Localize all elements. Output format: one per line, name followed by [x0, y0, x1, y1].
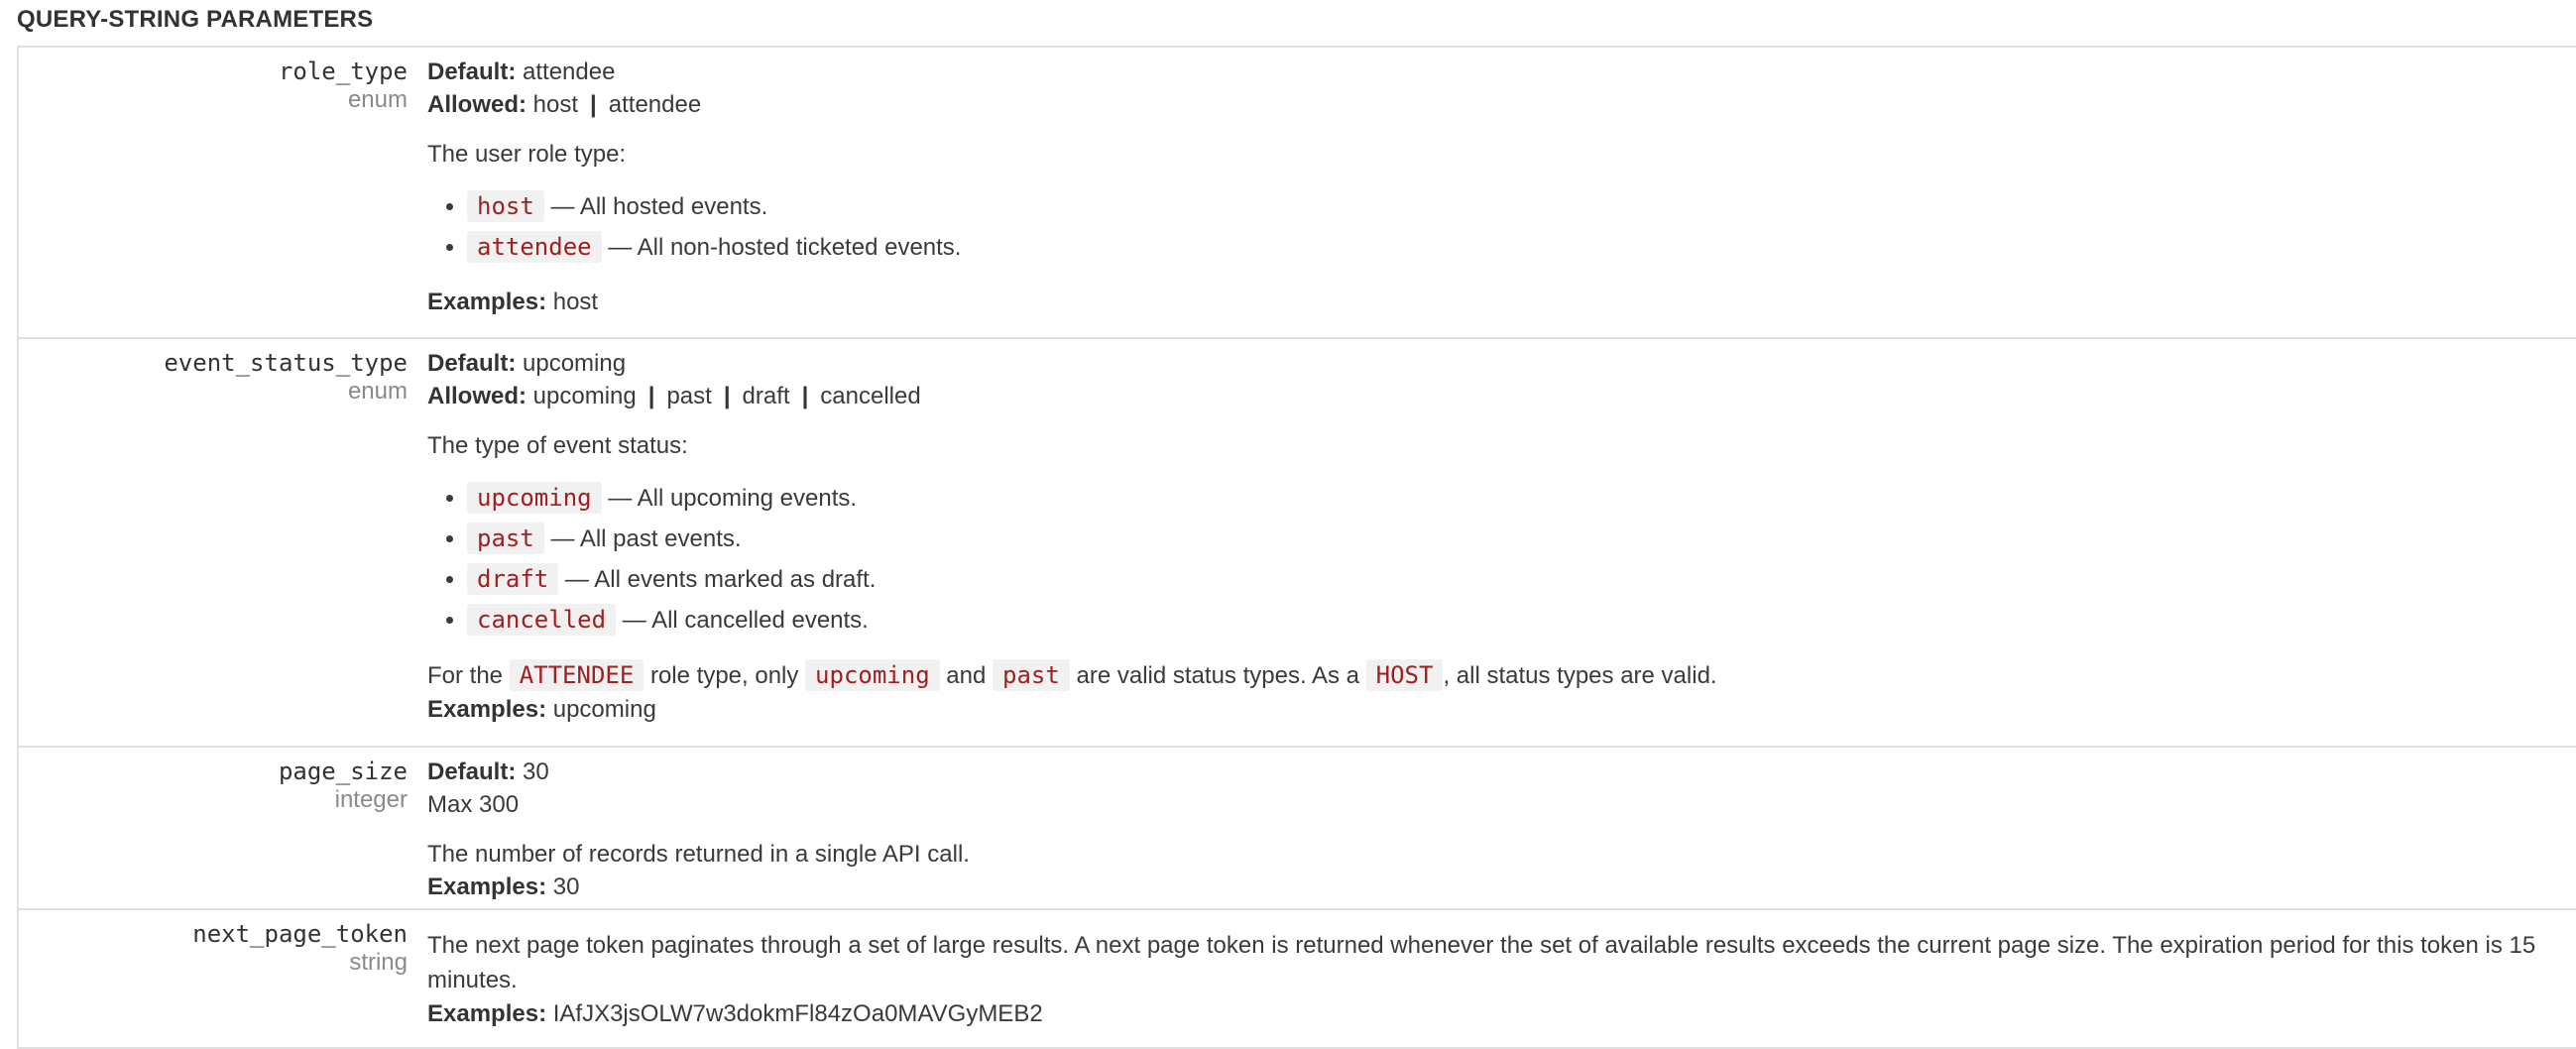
allowed-value: attendee [608, 91, 702, 118]
param-name-column [19, 347, 408, 405]
allowed-line [427, 380, 2576, 412]
allowed-value: draft [742, 383, 790, 409]
dash: — [558, 566, 595, 593]
section-title: QUERY-STRING PARAMETERS [17, 6, 374, 33]
value-code: upcoming [467, 482, 602, 514]
param-name: page_size [278, 758, 408, 785]
value-text: All events marked as draft. [594, 566, 877, 593]
value-list [427, 186, 2576, 268]
param-type: string [349, 949, 408, 976]
examples-value: 30 [552, 874, 580, 900]
note-code: ATTENDEE [510, 659, 644, 691]
dash: — [601, 234, 638, 261]
note-text: For the [427, 662, 510, 689]
allowed-label: Allowed: [427, 383, 527, 409]
default-value: attendee [523, 58, 616, 85]
note-text: and [939, 662, 994, 689]
note-text: are valid status types. As a [1069, 662, 1366, 689]
value-code: attendee [467, 231, 602, 263]
param-name-column [19, 918, 408, 976]
list-item [467, 227, 2576, 268]
dash: — [601, 485, 638, 512]
dash: — [543, 193, 580, 220]
allowed-value: host [532, 91, 579, 118]
note-text: role type, only [644, 662, 806, 689]
dash: — [616, 607, 652, 634]
examples-line [427, 997, 2576, 1030]
allowed-separator: | [647, 383, 655, 409]
max-line: Max 300 [427, 791, 520, 818]
parameters-table [17, 46, 2576, 1049]
value-code: cancelled [467, 604, 616, 636]
examples-line [427, 871, 2576, 903]
list-item [467, 600, 2576, 641]
allowed-separator: | [801, 383, 809, 409]
param-type: enum [347, 86, 408, 113]
param-description: The next page token paginates through a set of large results. A next page token is returned whenever the set of available results exceeds the current page size. The expiration period for this token is 15 minutes. [427, 932, 2536, 993]
examples-value: host [552, 289, 599, 315]
value-code: host [467, 190, 544, 222]
note-text: , all status types are valid. [1443, 662, 1717, 689]
value-code: past [467, 523, 544, 554]
note-code: past [993, 659, 1070, 691]
examples-line [427, 693, 2576, 726]
examples-label: Examples: [427, 1000, 547, 1027]
examples-label: Examples: [427, 874, 547, 900]
param-description: The type of event status: [427, 432, 688, 459]
param-description: The user role type: [427, 141, 627, 168]
param-description-column [427, 756, 2576, 903]
examples-label: Examples: [427, 289, 547, 315]
allowed-value: upcoming [532, 383, 637, 409]
status-note [427, 658, 2576, 693]
value-text: All cancelled events. [651, 607, 869, 634]
param-description-column [427, 928, 2576, 1030]
default-value: upcoming [523, 350, 627, 377]
dash: — [543, 525, 580, 552]
param-row-next-page-token [19, 910, 2576, 1049]
value-list [427, 478, 2576, 641]
note-code: HOST [1366, 659, 1444, 691]
param-name: role_type [278, 58, 408, 85]
param-name-column [19, 756, 408, 813]
value-text: All non-hosted ticketed events. [637, 234, 962, 261]
param-type: enum [347, 378, 408, 405]
allowed-line [427, 88, 2576, 121]
examples-value: upcoming [552, 696, 656, 723]
param-description: The number of records returned in a single API call. [427, 841, 970, 868]
default-line [427, 756, 2576, 788]
param-row-role-type [19, 48, 2576, 339]
allowed-value: past [666, 383, 712, 409]
value-code: draft [467, 563, 558, 595]
param-name: next_page_token [192, 920, 408, 948]
allowed-label: Allowed: [427, 91, 527, 118]
default-value: 30 [523, 758, 549, 785]
note-code: upcoming [805, 659, 940, 691]
examples-label: Examples: [427, 696, 547, 723]
param-description-column [427, 347, 2576, 726]
list-item [467, 519, 2576, 559]
allowed-value: cancelled [820, 383, 921, 409]
value-text: All hosted events. [579, 193, 768, 220]
default-label: Default: [427, 758, 517, 785]
param-row-page-size [19, 748, 2576, 910]
param-description-column [427, 56, 2576, 318]
allowed-separator: | [590, 91, 597, 118]
param-name-column [19, 56, 408, 113]
value-text: All past events. [579, 525, 742, 552]
param-row-event-status-type [19, 339, 2576, 748]
list-item [467, 559, 2576, 600]
default-line [427, 347, 2576, 380]
default-label: Default: [427, 350, 517, 377]
param-name: event_status_type [164, 349, 408, 377]
param-type: integer [334, 786, 408, 813]
examples-value: IAfJX3jsOLW7w3dokmFl84zOa0MAVGyMEB2 [552, 1000, 1043, 1027]
value-text: All upcoming events. [637, 485, 858, 512]
default-label: Default: [427, 58, 517, 85]
list-item [467, 478, 2576, 519]
list-item [467, 186, 2576, 227]
default-line [427, 56, 2576, 88]
examples-line [427, 286, 2576, 318]
allowed-separator: | [723, 383, 731, 409]
